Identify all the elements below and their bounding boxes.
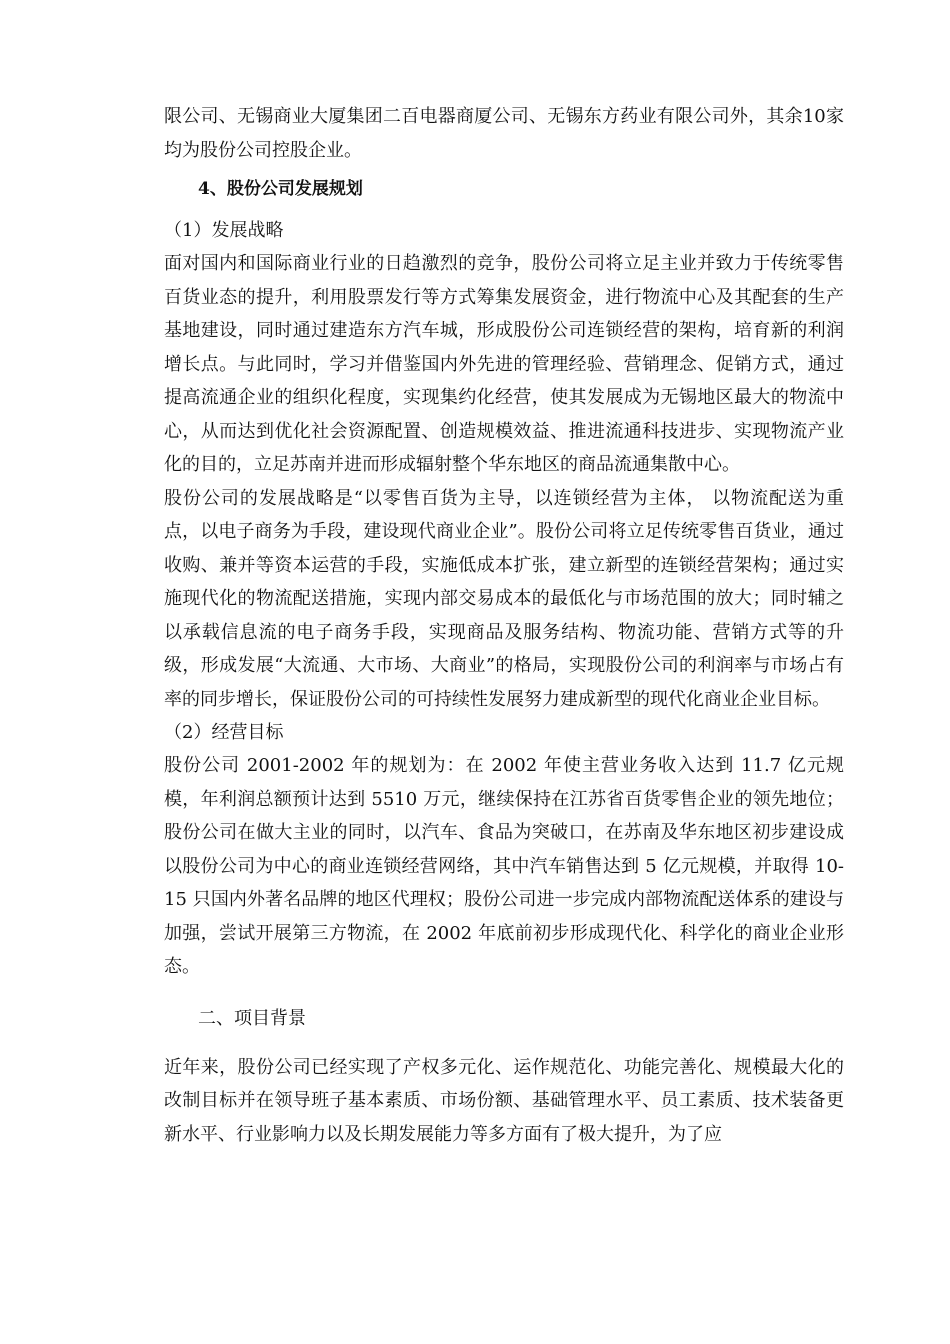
subheading-development-strategy: （1）发展战略	[164, 220, 284, 241]
paragraph-strategy-2: 股份公司的发展战略是“以零售百货为主导，以连锁经营为主体， 以物流配送为重点，以电子商务为手段，建设现代商业企业”。股份公司将立足传统零售百货业，通过收购、兼并等资本运营的手段，实施低成本扩张，建立新型的连锁经营架构；通过实施现代化的物流配送措施，实现内部交易成本的最低化与市场范围的放大；同时辅之以承载信息流的电子商务手段，实现商品及服务结构、物流功能、营销方式等的升级，形成发展“大流通、大市场、大商业”的格局，实现股份公司的利润率与市场占有率的同步增长，保证股份公司的可持续性发展努力建成新型的现代化商业企业目标。	[164, 487, 844, 710]
section-heading-project-background: 二、项目背景	[198, 1007, 306, 1029]
paragraph-project-background: 近年来，股份公司已经实现了产权多元化、运作规范化、功能完善化、规模最大化的改制目标并在领导班子基本素质、市场份额、基础管理水平、员工素质、技术装备更新水平、行业影响力以及长期发展能力等多方面有了极大提升，为了应	[164, 1056, 844, 1145]
section-heading-development-plan: 4、股份公司发展规划	[198, 179, 363, 199]
subheading-business-goals: （2）经营目标	[164, 722, 284, 743]
paragraph-business-goals: 股份公司 2001-2002 年的规划为：在 2002 年使主营业务收入达到 11.7 亿元规模，年利润总额预计达到 5510 万元，继续保持在江苏省百货零售企业的领先地位；股份公司在做大主业的同时，以汽车、食品为突破口，在苏南及华东地区初步建设成以股份公司为中心的商业连锁经营网络，其中汽车销售达到 5 亿元规模，并取得 10-15 只国内外著名品牌的地区代理权；股份公司进一步完成内部物流配送体系的建设与加强，尝试开展第三方物流，在 2002 年底前初步形成现代化、科学化的商业企业形态。	[164, 755, 844, 977]
paragraph-intro-continued: 限公司、无锡商业大厦集团二百电器商厦公司、无锡东方药业有限公司外，其余10家均为股份公司控股企业。	[164, 106, 844, 161]
paragraph-strategy-1: 面对国内和国际商业行业的日趋激烈的竞争，股份公司将立足主业并致力于传统零售百货业态的提升，利用股票发行等方式筹集发展资金，进行物流中心及其配套的生产基地建设，同时通过建造东方汽车城，形成股份公司连锁经营的架构，培育新的利润增长点。与此同时，学习并借鉴国内外先进的管理经验、营销理念、促销方式，通过提高流通企业的组织化程度，实现集约化经营，使其发展成为无锡地区最大的物流中心，从而达到优化社会资源配置、创造规模效益、推进流通科技进步、实现物流产业化的目的，立足苏南并进而形成辐射整个华东地区的商品流通集散中心。	[164, 253, 844, 475]
document-body	[164, 100, 844, 1151]
